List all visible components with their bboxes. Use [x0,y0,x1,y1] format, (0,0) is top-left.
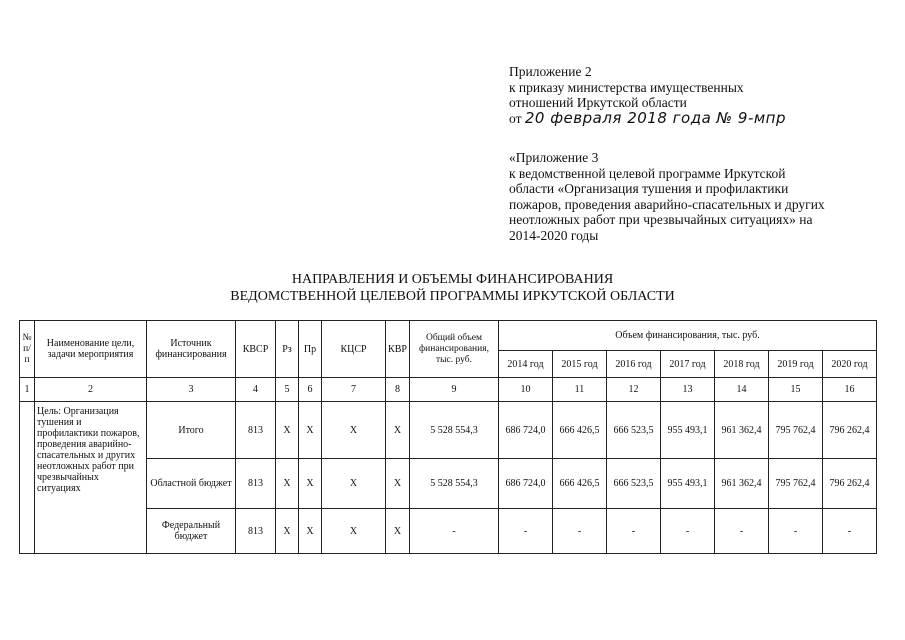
year-value: 666 523,5 [607,402,661,459]
year-value: 795 762,4 [769,459,823,509]
year-value: 795 762,4 [769,402,823,459]
date-prefix: от [509,110,522,126]
col-number: 12 [607,378,661,402]
appendix-3-line: неотложных работ при чрезвычайных ситуациях» на [509,212,813,228]
header-year: 2016 год [607,351,661,378]
appendix-3-line: области «Организация тушения и профилактики [509,181,789,197]
col-number: 3 [147,378,236,402]
kvr-cell: X [386,459,410,509]
header-rz: Рз [276,321,299,378]
kvsr-cell: 813 [236,402,276,459]
col-number: 7 [322,378,386,402]
header-volume: Объем финансирования, тыс. руб. [499,321,877,351]
year-value: 796 262,4 [823,459,877,509]
kcsr-cell: X [322,402,386,459]
kcsr-cell: X [322,459,386,509]
header-name: Наименование цели, задачи мероприятия [35,321,147,378]
source-cell: Областной бюджет [147,459,236,509]
handwritten-date: 20 февраля 2018 года № 9-мпр [524,108,787,127]
kvsr-cell: 813 [236,459,276,509]
total-cell: 5 528 554,3 [410,459,499,509]
appendix-2-header [509,64,786,126]
col-number: 11 [553,378,607,402]
rz-cell: X [276,459,299,509]
col-number: 6 [299,378,322,402]
year-value: 955 493,1 [661,402,715,459]
financing-table [19,320,877,554]
kvr-cell: X [386,509,410,554]
year-value: 666 426,5 [553,459,607,509]
row-num-empty [20,402,35,554]
col-number: 4 [236,378,276,402]
total-cell: - [410,509,499,554]
appendix-3-header [509,150,889,244]
year-value: 955 493,1 [661,459,715,509]
appendix-2-date-line [509,108,787,127]
col-number: 13 [661,378,715,402]
year-value: - [715,509,769,554]
year-value: 961 362,4 [715,402,769,459]
header-kcsr: КЦСР [322,321,386,378]
header-kvsr: КВСР [236,321,276,378]
header-year: 2019 год [769,351,823,378]
header-source: Источник финансирования [147,321,236,378]
year-value: 961 362,4 [715,459,769,509]
appendix-2-line: к приказу министерства имущественных [509,79,744,95]
table-row [20,509,877,554]
year-value: 796 262,4 [823,402,877,459]
col-number: 2 [35,378,147,402]
header-num: № п/п [20,321,35,378]
year-value: - [607,509,661,554]
header-pr: Пр [299,321,322,378]
total-cell: 5 528 554,3 [410,402,499,459]
year-value: 686 724,0 [499,459,553,509]
appendix-3-line: «Приложение 3 [509,150,599,165]
document-title [0,271,905,305]
kvsr-cell: 813 [236,509,276,554]
header-kvr: КВР [386,321,410,378]
col-number: 9 [410,378,499,402]
year-value: - [769,509,823,554]
appendix-3-line: пожаров, проведения аварийно-спасательных и других [509,196,825,212]
title-line-1: НАПРАВЛЕНИЯ И ОБЪЕМЫ ФИНАНСИРОВАНИЯ [291,272,614,287]
pr-cell: X [299,509,322,554]
appendix-2-line: отношений Иркутской области [509,95,687,111]
col-number: 8 [386,378,410,402]
rz-cell: X [276,509,299,554]
col-number: 15 [769,378,823,402]
rz-cell: X [276,402,299,459]
appendix-3-line: к ведомственной целевой программе Иркутской [509,165,786,181]
col-number: 16 [823,378,877,402]
source-cell: Итого [147,402,236,459]
kvr-cell: X [386,402,410,459]
source-cell: Федеральный бюджет [147,509,236,554]
title-line-2: ВЕДОМСТВЕННОЙ ЦЕЛЕВОЙ ПРОГРАММЫ ИРКУТСКОЙ ОБЛАСТИ [230,289,675,304]
header-year: 2018 год [715,351,769,378]
col-number: 10 [499,378,553,402]
col-number: 1 [20,378,35,402]
year-value: - [823,509,877,554]
kcsr-cell: X [322,509,386,554]
year-value: 666 523,5 [607,459,661,509]
header-year: 2015 год [553,351,607,378]
table-row [20,402,877,459]
pr-cell: X [299,459,322,509]
appendix-3-line: 2014-2020 годы [509,227,599,243]
header-total: Общий объем финансирования, тыс. руб. [410,321,499,378]
col-number: 5 [276,378,299,402]
header-year: 2017 год [661,351,715,378]
col-number: 14 [715,378,769,402]
header-year: 2020 год [823,351,877,378]
header-year: 2014 год [499,351,553,378]
year-value: - [499,509,553,554]
table-row [20,459,877,509]
year-value: - [661,509,715,554]
goal-cell: Цель: Организация тушения и профилактики пожаров, проведения аварийно-спасательных и других неотложных работ при чрезвычайных ситуациях [35,402,147,554]
year-value: 666 426,5 [553,402,607,459]
pr-cell: X [299,402,322,459]
year-value: 686 724,0 [499,402,553,459]
appendix-2-line: Приложение 2 [509,64,592,79]
year-value: - [553,509,607,554]
